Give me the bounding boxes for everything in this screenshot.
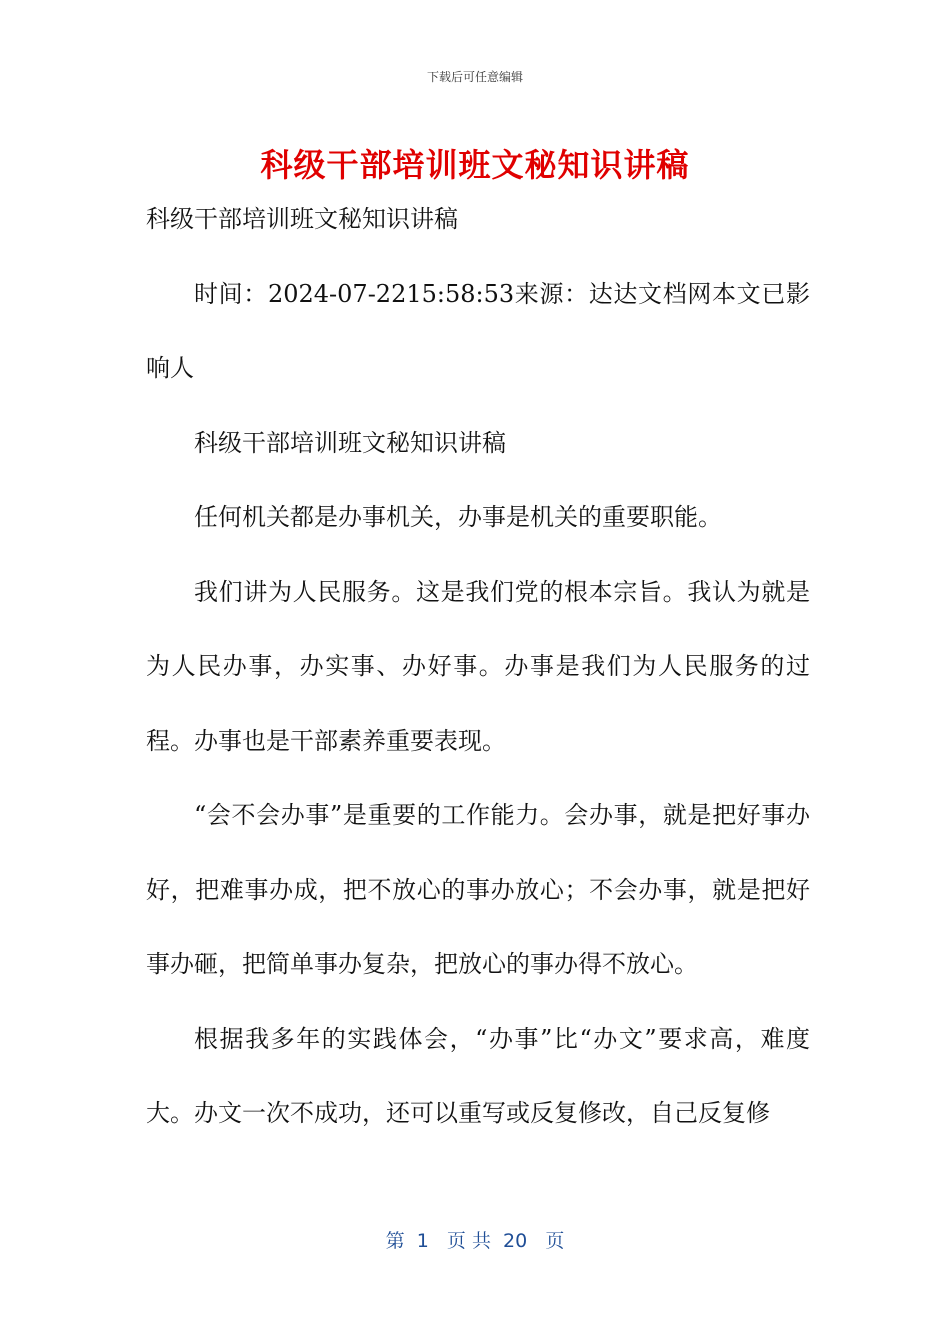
header-note: 下载后可任意编辑: [426, 70, 523, 84]
paragraph: 科级干部培训班文秘知识讲稿: [194, 428, 506, 457]
paragraph: 任何机关都是办事机关，办事是机关的重要职能。: [194, 503, 722, 531]
document-body: [146, 182, 810, 1151]
document-title: 科级干部培训班文秘知识讲稿: [260, 146, 690, 184]
paragraph: 我们讲为人民服务。这是我们党的根本宗旨。我认为就是为人民办事，办实事、办好事。办事是我们为人民服务的过程。办事也是干部素养重要表现。: [146, 577, 810, 755]
page-footer: 第 1 页 共 20 页: [385, 1230, 565, 1252]
paragraph: 科级干部培训班文秘知识讲稿: [146, 205, 458, 233]
paragraph: 根据我多年的实践体会，“办事”比“办文”要求高，难度大。办文一次不成功，还可以重写或反复修改，自己反复修: [146, 1024, 810, 1127]
paragraph: 时间：2024-07-2215:58:53来源：达达文档网本文已影响人: [146, 279, 810, 382]
paragraph: “会不会办事”是重要的工作能力。会办事，就是把好事办好，把难事办成，把不放心的事办放心；不会办事，就是把好事办砸，把简单事办复杂，把放心的事办得不放心。: [146, 801, 810, 978]
